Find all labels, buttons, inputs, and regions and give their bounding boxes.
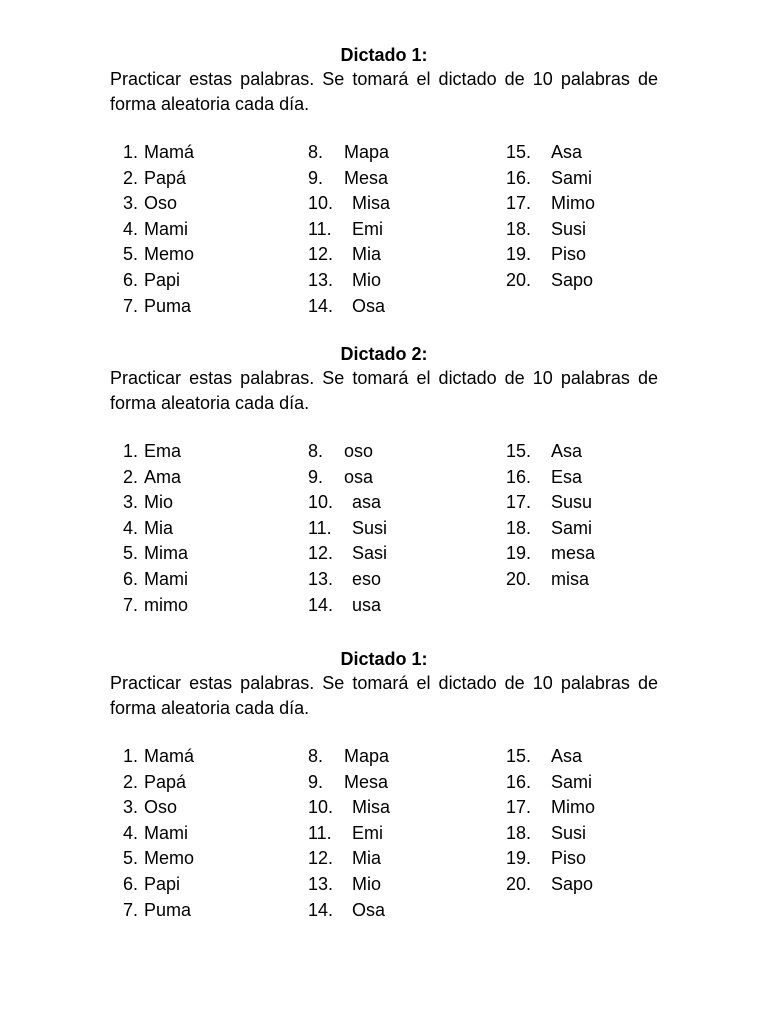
list-item [506, 541, 666, 567]
list-item [308, 795, 508, 821]
item-word: eso [352, 568, 382, 589]
list-item [110, 821, 310, 847]
item-word: Emi [352, 822, 383, 843]
item-word: Emi [352, 218, 383, 239]
item-word: oso [344, 441, 374, 461]
word-column-2 [308, 744, 508, 923]
item-word: Susu [551, 492, 593, 513]
item-number: 19. [506, 244, 532, 265]
word-lists [110, 439, 658, 619]
item-word: Mami [144, 822, 188, 843]
item-word: Mia [352, 244, 382, 265]
word-column-2 [308, 140, 508, 319]
list-item [308, 872, 508, 898]
dictation-section-2 [110, 342, 658, 619]
item-word: Mamá [144, 142, 195, 162]
list-item [110, 872, 310, 898]
item-word: Oso [144, 797, 178, 818]
item-number: 17. [506, 193, 532, 214]
item-number: 16. [506, 771, 532, 792]
list-item [506, 166, 666, 192]
list-item [110, 465, 310, 491]
item-number: 7. [122, 295, 138, 316]
list-item [110, 898, 310, 924]
list-item [506, 872, 666, 898]
item-number: 17. [506, 492, 532, 513]
item-number: 1. [122, 441, 138, 461]
item-number: 11. [308, 822, 332, 843]
item-word: Mio [352, 269, 382, 290]
item-number: 7. [122, 594, 138, 615]
item-word: Mio [144, 492, 174, 513]
list-item [506, 439, 666, 465]
item-word: Papi [144, 873, 181, 894]
list-item [308, 744, 508, 770]
item-number: 15. [506, 746, 532, 766]
item-word: Piso [551, 848, 587, 869]
item-number: 6. [122, 269, 138, 290]
list-item [506, 795, 666, 821]
item-word: Susi [352, 517, 388, 538]
list-item [110, 795, 310, 821]
list-item [110, 140, 310, 166]
item-number: 6. [122, 873, 138, 894]
item-word: Mimo [551, 193, 595, 214]
list-item [506, 770, 666, 796]
item-word: Asa [551, 746, 583, 766]
item-number: 18. [506, 517, 532, 538]
item-word: Mapa [344, 746, 390, 766]
item-number: 9. [308, 167, 324, 188]
item-word: Papá [144, 167, 187, 188]
item-word: Sasi [352, 543, 388, 564]
item-number: 1. [122, 142, 138, 162]
list-item [110, 294, 310, 320]
dictation-section-3 [110, 647, 658, 924]
item-word: Esa [551, 466, 583, 487]
item-word: osa [344, 466, 374, 487]
instructions-text: Practicar estas palabras. Se tomará el dictado de 10 palabras de forma aleatoria cada día. [110, 673, 658, 718]
list-item [308, 465, 508, 491]
list-item [110, 846, 310, 872]
item-word: Susi [551, 822, 587, 843]
list-item [110, 567, 310, 593]
item-number: 10. [308, 492, 334, 513]
item-word: Puma [144, 295, 192, 316]
list-item [308, 567, 508, 593]
item-number: 18. [506, 822, 532, 843]
item-word: Misa [352, 797, 391, 818]
item-word: Ema [144, 441, 182, 461]
item-word: Sami [551, 771, 593, 792]
item-word: Ama [144, 466, 182, 487]
item-number: 9. [308, 771, 324, 792]
list-item [506, 846, 666, 872]
item-number: 8. [308, 441, 324, 461]
list-item [308, 191, 508, 217]
dictation-section-1 [110, 43, 658, 320]
list-item [308, 898, 508, 924]
item-number: 20. [506, 269, 532, 290]
item-number: 14. [308, 594, 334, 615]
item-number: 17. [506, 797, 532, 818]
item-number: 4. [122, 822, 138, 843]
list-item [506, 140, 666, 166]
item-word: Mesa [344, 771, 389, 792]
item-number: 12. [308, 244, 334, 265]
list-item [110, 516, 310, 542]
list-item [308, 166, 508, 192]
list-item [308, 593, 508, 619]
list-item [308, 140, 508, 166]
item-number: 19. [506, 543, 532, 564]
list-item [110, 490, 310, 516]
item-word: Osa [352, 899, 386, 920]
list-item [506, 465, 666, 491]
item-word: Piso [551, 244, 587, 265]
list-item [506, 191, 666, 217]
item-word: misa [551, 568, 590, 589]
list-item [308, 770, 508, 796]
item-word: Memo [144, 848, 195, 869]
item-number: 13. [308, 568, 334, 589]
item-word: Mapa [344, 142, 390, 162]
item-word: Sapo [551, 269, 594, 290]
item-word: Sami [551, 517, 593, 538]
item-word: Asa [551, 441, 583, 461]
list-item [506, 242, 666, 268]
list-item [506, 268, 666, 294]
list-item [308, 490, 508, 516]
section-title: Dictado 1: [340, 45, 428, 65]
instructions-text: Practicar estas palabras. Se tomará el dictado de 10 palabras de forma aleatoria cada día. [110, 368, 658, 413]
item-number: 4. [122, 218, 138, 239]
item-number: 19. [506, 848, 532, 869]
item-number: 15. [506, 441, 532, 461]
item-number: 2. [122, 771, 138, 792]
item-number: 20. [506, 873, 532, 894]
instructions-text: Practicar estas palabras. Se tomará el dictado de 10 palabras de forma aleatoria cada día. [110, 69, 658, 114]
item-number: 12. [308, 848, 334, 869]
section-title: Dictado 2: [340, 344, 428, 364]
word-column-2 [308, 439, 508, 618]
word-lists [110, 140, 658, 320]
item-number: 14. [308, 295, 334, 316]
item-word: Sami [551, 167, 593, 188]
item-number: 8. [308, 746, 324, 766]
word-column-1 [110, 439, 310, 618]
item-word: Mesa [344, 167, 389, 188]
item-word: Mia [352, 848, 382, 869]
item-word: Mami [144, 568, 188, 589]
list-item [110, 744, 310, 770]
item-number: 5. [122, 244, 138, 265]
word-column-3 [506, 744, 666, 898]
item-word: Mimo [551, 797, 595, 818]
item-word: Oso [144, 193, 178, 214]
list-item [506, 490, 666, 516]
word-column-1 [110, 744, 310, 923]
item-word: Susi [551, 218, 587, 239]
word-lists [110, 744, 658, 924]
item-number: 3. [122, 492, 138, 513]
item-word: mesa [551, 543, 596, 564]
item-number: 18. [506, 218, 532, 239]
item-word: Osa [352, 295, 386, 316]
list-item [506, 516, 666, 542]
list-item [110, 166, 310, 192]
list-item [110, 439, 310, 465]
list-item [110, 541, 310, 567]
list-item [308, 821, 508, 847]
item-word: Papi [144, 269, 181, 290]
item-number: 11. [308, 517, 332, 538]
item-number: 10. [308, 797, 334, 818]
list-item [308, 846, 508, 872]
item-number: 9. [308, 466, 324, 487]
list-item [308, 541, 508, 567]
item-number: 3. [122, 797, 138, 818]
item-word: Misa [352, 193, 391, 214]
item-word: usa [352, 594, 382, 615]
list-item [308, 516, 508, 542]
list-item [506, 217, 666, 243]
item-word: Memo [144, 244, 195, 265]
item-number: 3. [122, 193, 138, 214]
list-item [110, 217, 310, 243]
item-number: 16. [506, 167, 532, 188]
item-number: 16. [506, 466, 532, 487]
item-number: 5. [122, 543, 138, 564]
item-number: 5. [122, 848, 138, 869]
item-number: 13. [308, 269, 334, 290]
item-number: 4. [122, 517, 138, 538]
item-word: Papá [144, 771, 187, 792]
item-word: mimo [144, 594, 188, 615]
item-word: Sapo [551, 873, 594, 894]
item-word: Mamá [144, 746, 195, 766]
item-number: 14. [308, 899, 334, 920]
item-word: Asa [551, 142, 583, 162]
list-item [506, 744, 666, 770]
item-number: 7. [122, 899, 138, 920]
item-number: 15. [506, 142, 532, 162]
item-number: 13. [308, 873, 334, 894]
list-item [308, 294, 508, 320]
section-title: Dictado 1: [340, 649, 428, 669]
word-column-3 [506, 140, 666, 294]
item-word: asa [352, 492, 382, 513]
list-item [506, 821, 666, 847]
item-number: 12. [308, 543, 334, 564]
list-item [308, 268, 508, 294]
list-item [308, 439, 508, 465]
list-item [110, 268, 310, 294]
item-number: 2. [122, 466, 138, 487]
item-word: Mia [144, 517, 174, 538]
item-number: 8. [308, 142, 324, 162]
list-item [506, 567, 666, 593]
list-item [110, 770, 310, 796]
list-item [110, 593, 310, 619]
item-number: 1. [122, 746, 138, 766]
list-item [308, 242, 508, 268]
item-number: 11. [308, 218, 332, 239]
item-number: 6. [122, 568, 138, 589]
item-word: Mima [144, 543, 188, 564]
word-column-1 [110, 140, 310, 319]
item-word: Puma [144, 899, 192, 920]
item-word: Mami [144, 218, 188, 239]
list-item [110, 242, 310, 268]
list-item [110, 191, 310, 217]
word-column-3 [506, 439, 666, 593]
item-number: 2. [122, 167, 138, 188]
item-word: Mio [352, 873, 382, 894]
list-item [308, 217, 508, 243]
item-number: 20. [506, 568, 532, 589]
item-number: 10. [308, 193, 334, 214]
